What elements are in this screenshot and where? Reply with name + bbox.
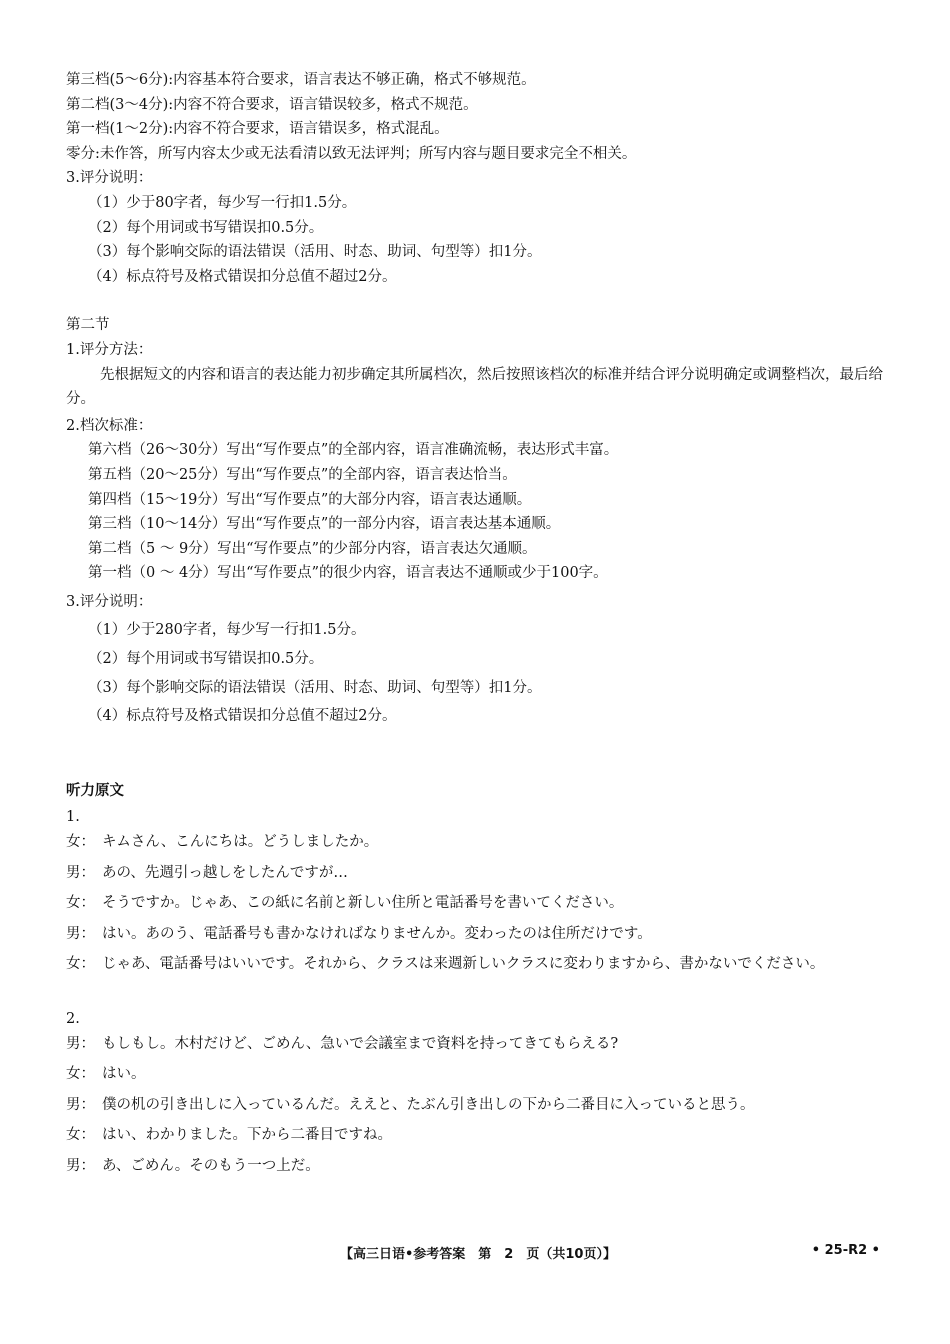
tier-line: 第一档（0 ～ 4分）写出“写作要点”的很少内容，语言表达不通顺或少于100字。 [88, 565, 608, 582]
tier-line: 第六档（26～30分）写出“写作要点”的全部内容，语言准确流畅，表达形式丰富。 [88, 442, 619, 459]
utterance: 僕の机の引き出しに入っているんだ。ええと、たぶん引き出しの下から二番目に入っていると思う。 [102, 1096, 755, 1113]
tiers-title: 2.档次标准： [66, 417, 153, 434]
utterance: そうですか。じゃあ、この紙に名前と新しい住所と電話番号を書いてください。 [102, 895, 624, 912]
listening-title: 听力原文 [66, 782, 124, 799]
utterance: はい、わかりました。下から二番目ですね。 [102, 1127, 392, 1144]
footer-page-info: 【高三日语•参考答案 第 2 页（共10页）】 [340, 1247, 616, 1262]
dialogue-line [66, 952, 886, 977]
speaker-label: 男： [66, 925, 95, 942]
speaker-label: 女： [66, 895, 95, 912]
section1-note: （2）每个用词或书写错误扣0.5分。 [88, 219, 324, 236]
method-text: 先根据短文的内容和语言的表达能力初步确定其所属档次，然后按照该档次的标准并结合评分说明确定或调整档次，最后给分。 [66, 366, 883, 408]
page-footer [0, 1243, 950, 1263]
section2-note: （3）每个影响交际的语法错误（活用、时态、助词、句型等）扣1分。 [88, 679, 542, 696]
dialogue-line [66, 861, 886, 886]
tier3-line: 第三档(5～6分):内容基本符合要求，语言表达不够正确，格式不够规范。 [66, 72, 536, 88]
speaker-label: 男： [66, 1035, 95, 1052]
dialogue-line [66, 1032, 886, 1057]
speaker-label: 男： [66, 1157, 95, 1174]
section1-note: （1）少于80字者，每少写一行扣1.5分。 [88, 194, 357, 211]
dialogue-line [66, 1123, 886, 1148]
utterance: じゃあ、電話番号はいいです。それから、クラスは来週新しいクラスに変わりますから、書かないでください。 [102, 956, 825, 973]
section1-notes-title: 3.评分说明： [66, 170, 153, 187]
dialogue-line [66, 1154, 886, 1179]
speaker-label: 男： [66, 1096, 95, 1113]
section2-notes-title: 3.评分说明： [66, 593, 153, 610]
utterance: あ、ごめん。そのもう一つ上だ。 [102, 1157, 320, 1174]
dialogue-line [66, 891, 886, 916]
section2-note: （2）每个用词或书写错误扣0.5分。 [88, 651, 324, 668]
section1-note: （3）每个影响交际的语法错误（活用、时态、助词、句型等）扣1分。 [88, 244, 542, 261]
method-title: 1.评分方法： [66, 341, 153, 358]
document-page [66, 68, 886, 1185]
section1-note: （4）标点符号及格式错误扣分总值不超过2分。 [88, 268, 397, 285]
dialogue-line [66, 922, 886, 947]
speaker-label: 女： [66, 956, 95, 973]
utterance: はい。あのう、電話番号も書かなければなりませんか。変わったのは住所だけです。 [102, 925, 652, 942]
speaker-label: 女： [66, 1066, 95, 1083]
q1-number: 1. [66, 809, 80, 826]
q2-number: 2. [66, 1011, 80, 1027]
tier0-line: 零分:未作答，所写内容太少或无法看清以致无法评判；所写内容与题目要求完全不相关。 [66, 145, 637, 162]
utterance: あの、先週引っ越しをしたんですが… [102, 864, 348, 881]
footer-code: • 25-R2 • [811, 1243, 880, 1258]
utterance: はい。 [102, 1066, 146, 1083]
dialogue-line [66, 1062, 886, 1087]
section2-note: （4）标点符号及格式错误扣分总值不超过2分。 [88, 708, 397, 725]
speaker-label: 女： [66, 1127, 95, 1144]
utterance: キムさん、こんにちは。どうしましたか。 [102, 834, 379, 851]
dialogue-line [66, 1093, 886, 1118]
utterance: もしもし。木村だけど、ごめん、急いで会議室まで資料を持ってきてもらえる? [102, 1035, 619, 1052]
tier1-line: 第一档(1～2分):内容不符合要求，语言错误多，格式混乱。 [66, 121, 449, 138]
section2-title: 第二节 [66, 317, 110, 334]
speaker-label: 女： [66, 834, 95, 851]
dialogue-line [66, 830, 886, 855]
section2-note: （1）少于280字者，每少写一行扣1.5分。 [88, 622, 366, 639]
tier2-line: 第二档(3～4分):内容不符合要求，语言错误较多，格式不规范。 [66, 96, 478, 113]
tier-line: 第二档（5 ～ 9分）写出“写作要点”的少部分内容，语言表达欠通顺。 [88, 540, 537, 557]
tier-line: 第三档（10～14分）写出“写作要点”的一部分内容，语言表达基本通顺。 [88, 516, 561, 533]
tier-line: 第五档（20～25分）写出“写作要点”的全部内容，语言表达恰当。 [88, 466, 517, 483]
speaker-label: 男： [66, 864, 95, 881]
tier-line: 第四档（15～19分）写出“写作要点”的大部分内容，语言表达通顺。 [88, 491, 532, 508]
